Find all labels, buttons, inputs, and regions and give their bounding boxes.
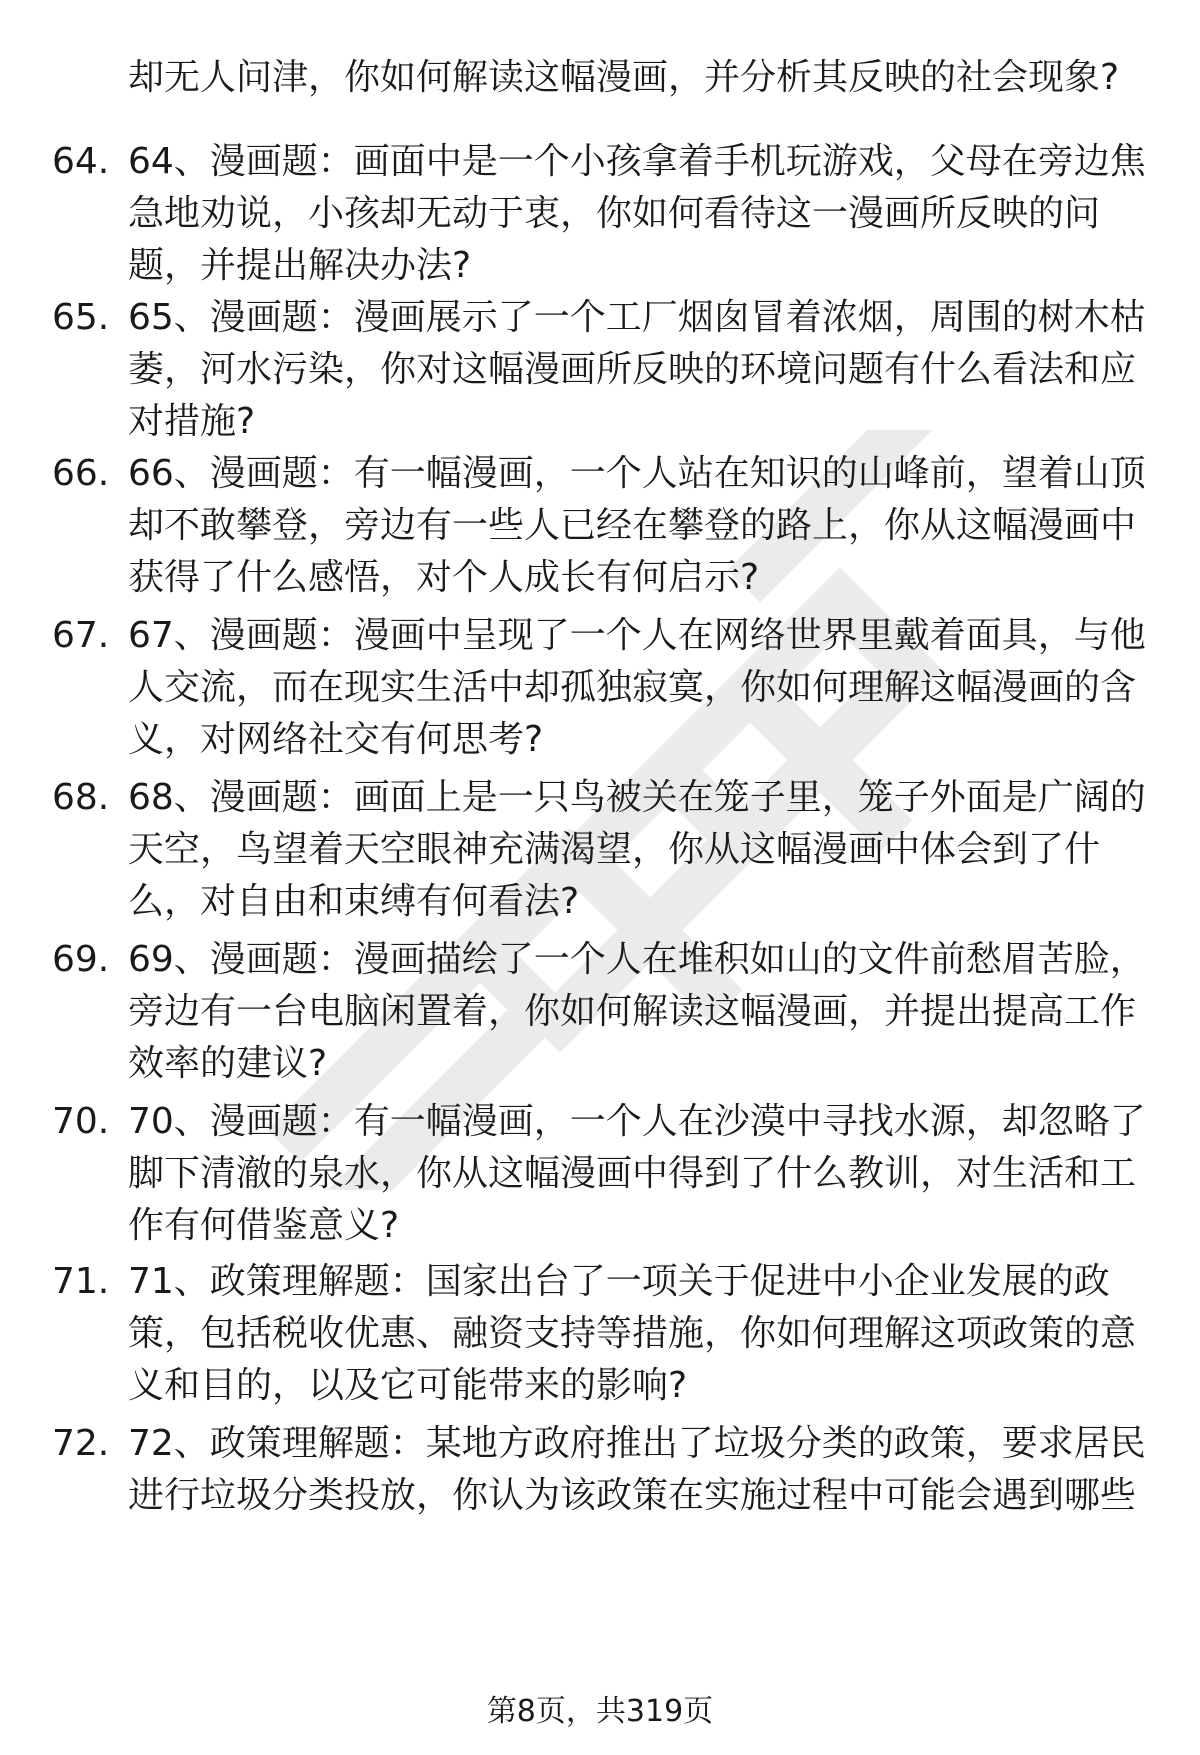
- question-line: 69、漫画题：漫画描绘了一个人在堆积如山的文件前愁眉苦脸，: [128, 939, 1146, 980]
- question-number: 70.: [52, 1101, 110, 1142]
- question-line: 题，并提出解决办法?: [128, 245, 472, 286]
- question-text: [128, 772, 1148, 928]
- question-line: 对措施?: [128, 401, 256, 442]
- question-line: 65、漫画题：漫画展示了一个工厂烟囱冒着浓烟，周围的树木枯: [128, 297, 1146, 338]
- question-text: [128, 934, 1148, 1090]
- question-text: [128, 292, 1148, 448]
- question-number: 68.: [52, 777, 110, 818]
- page-footer: 第8页，共319页: [486, 1694, 714, 1729]
- question-line: 人交流，而在现实生活中却孤独寂寞，你如何理解这幅漫画的含: [128, 667, 1137, 708]
- question-line: 70、漫画题：有一幅漫画，一个人在沙漠中寻找水源，却忽略了: [128, 1101, 1146, 1142]
- question-number: 64.: [52, 141, 110, 182]
- question-line: 68、漫画题：画面上是一只鸟被关在笼子里，笼子外面是广阔的: [128, 777, 1146, 818]
- question-line: 67、漫画题：漫画中呈现了一个人在网络世界里戴着面具，与他: [128, 615, 1146, 656]
- question-line: 71、政策理解题：国家出台了一项关于促进中小企业发展的政: [128, 1261, 1110, 1302]
- question-text: [128, 448, 1148, 604]
- continuation-text: 却无人问津，你如何解读这幅漫画，并分析其反映的社会现象?: [128, 57, 1120, 98]
- question-text: [128, 136, 1148, 292]
- question-line: 作有何借鉴意义?: [128, 1205, 400, 1246]
- question-number: 65.: [52, 297, 110, 338]
- question-number: 72.: [52, 1423, 110, 1464]
- question-line: 效率的建议?: [128, 1043, 328, 1084]
- question-number: 67.: [52, 615, 110, 656]
- question-line: 旁边有一台电脑闲置着，你如何解读这幅漫画，并提出提高工作: [128, 991, 1137, 1032]
- question-text: [128, 1256, 1148, 1412]
- question-number: 69.: [52, 939, 110, 980]
- question-line: 么，对自由和束缚有何看法?: [128, 881, 580, 922]
- question-line: 义，对网络社交有何思考?: [128, 719, 544, 760]
- question-line: 却不敢攀登，旁边有一些人已经在攀登的路上，你从这幅漫画中: [128, 505, 1137, 546]
- question-line: 进行垃圾分类投放，你认为该政策在实施过程中可能会遇到哪些: [128, 1475, 1137, 1516]
- question-line: 获得了什么感悟，对个人成长有何启示?: [128, 557, 760, 598]
- question-line: 66、漫画题：有一幅漫画，一个人站在知识的山峰前，望着山顶: [128, 453, 1146, 494]
- question-line: 急地劝说，小孩却无动于衷，你如何看待这一漫画所反映的问: [128, 193, 1101, 234]
- question-text: [128, 1418, 1148, 1522]
- question-line: 萎，河水污染，你对这幅漫画所反映的环境问题有什么看法和应: [128, 349, 1137, 390]
- question-line: 72、政策理解题：某地方政府推出了垃圾分类的政策，要求居民: [128, 1423, 1146, 1464]
- question-text: [128, 1096, 1148, 1252]
- question-text: [128, 610, 1148, 766]
- question-line: 64、漫画题：画面中是一个小孩拿着手机玩游戏，父母在旁边焦: [128, 141, 1146, 182]
- question-number: 66.: [52, 453, 110, 494]
- question-line: 天空，鸟望着天空眼神充满渴望，你从这幅漫画中体会到了什: [128, 829, 1101, 870]
- question-number: 71.: [52, 1261, 110, 1302]
- question-line: 策，包括税收优惠、融资支持等措施，你如何理解这项政策的意: [128, 1313, 1137, 1354]
- question-line: 脚下清澈的泉水，你从这幅漫画中得到了什么教训，对生活和工: [128, 1153, 1137, 1194]
- question-line: 义和目的，以及它可能带来的影响?: [128, 1365, 688, 1406]
